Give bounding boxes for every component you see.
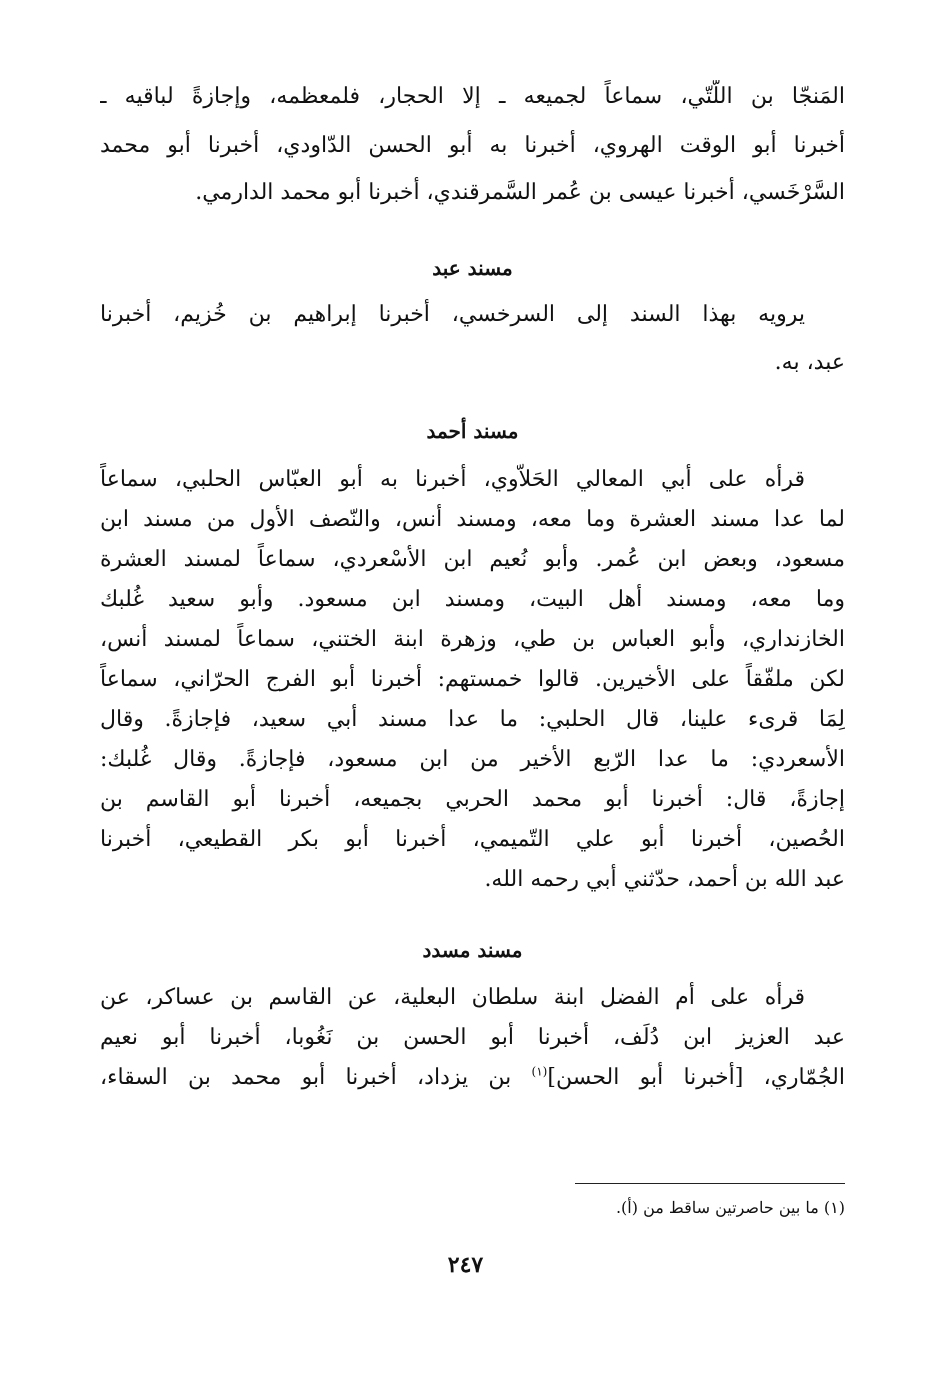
text-line: عبد العزيز ابن دُلَف، أخبرنا أبو الحسن بن نَغُوبا، أخبرنا أبو نعيم xyxy=(100,1025,845,1050)
footnote-reference: (١) xyxy=(531,1064,548,1079)
page-body xyxy=(100,80,845,1095)
text-line: قرأه على أبي المعالي الحَلاّوي، أخبرنا به أبو العبّاس الحلبي، سماعاً xyxy=(100,467,805,492)
page-number: ٢٤٧ xyxy=(447,1252,484,1278)
text-line: الحُصين، أخبرنا أبو علي التّميمي، أخبرنا أبو بكر القطيعي، أخبرنا xyxy=(100,827,845,852)
text-line: السَّرْخَسي، أخبرنا عيسى بن عُمر السَّمرقندي، أخبرنا أبو محمد الدارمي. xyxy=(195,180,845,205)
text-segment: بن يزداد، أخبرنا أبو محمد بن السقاء، xyxy=(100,1065,532,1090)
text-line: الأسعردي: ما عدا الرّبع الأخير من ابن مسعود، فإجازةً. وقال غُلبك: xyxy=(100,747,845,772)
footnote-divider xyxy=(575,1183,845,1184)
text-line: عبد الله بن أحمد، حدّثني أبي رحمه الله. xyxy=(484,867,845,892)
footnote: (١) ما بين حاصرتين ساقط من (أ). xyxy=(615,1198,845,1217)
text-line: قرأه على أم الفضل ابنة سلطان البعلية، عن القاسم بن عساكر، عن xyxy=(100,985,805,1010)
text-line: إجازةً، قال: أخبرنا أبو محمد الحربي بجميعه، أخبرنا أبو القاسم بن xyxy=(100,787,845,812)
section-heading-musaddad: مسند مسدد xyxy=(422,938,523,962)
text-line: لِمَا قرىء علينا، قال الحلبي: ما عدا مسند أبي سعيد، فإجازةً. وقال xyxy=(100,707,845,732)
text-line: لما عدا مسند العشرة وما معه، ومسند أنس، والنّصف الأول من مسند ابن xyxy=(100,507,845,532)
paragraph-musaddad xyxy=(100,981,845,1095)
text-line: الخازنداري، وأبو العباس بن طي، وزهرة ابنة الختني، سماعاً لمسند أنس، xyxy=(100,627,845,652)
text-line: مسعود، وبعض ابن عُمر. وأبو نُعيم ابن الأسْعردي، سماعاً لمسند العشرة xyxy=(100,547,845,572)
text-line: لكن ملفّقاً على الأخيرين. قالوا خمستهم: أخبرنا أبو الفرج الحرّاني، سماعاً xyxy=(100,667,845,692)
section-heading-abd: مسند عبد xyxy=(432,256,513,280)
text-line-with-footnote xyxy=(100,1061,845,1095)
intro-paragraph xyxy=(100,80,845,210)
text-line: يرويه بهذا السند إلى السرخسي، أخبرنا إبراهيم بن خُزيم، أخبرنا xyxy=(100,302,805,327)
paragraph-ahmad xyxy=(100,463,845,897)
text-segment: الجُمّاري، [أخبرنا أبو الحسن] xyxy=(547,1065,845,1090)
paragraph-abd xyxy=(100,298,845,380)
text-line: المَنجّا بن اللّتّي، سماعاً لجميعه ـ إلا الحجار، فلمعظمه، وإجازةً لباقيه ـ xyxy=(100,84,845,109)
text-line: أخبرنا أبو الوقت الهروي، أخبرنا به أبو الحسن الدّاودي، أخبرنا أبو محمد xyxy=(100,133,845,158)
text-line: عبد، به. xyxy=(774,350,845,375)
section-heading-ahmad: مسند أحمد xyxy=(426,419,519,443)
text-line: وما معه، ومسند أهل البيت، ومسند ابن مسعود. وأبو سعيد غُلبك xyxy=(100,587,845,612)
